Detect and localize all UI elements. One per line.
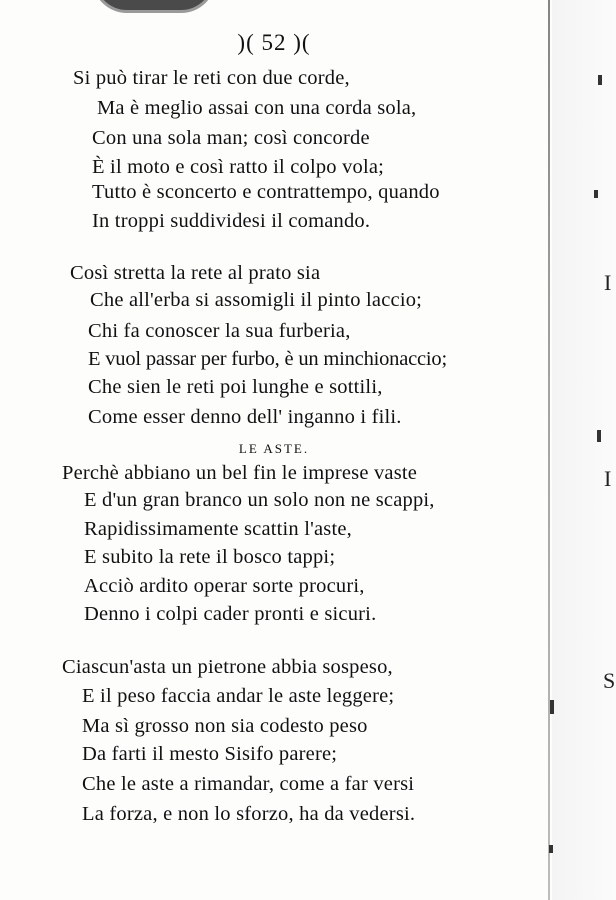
verse-line: Perchè abbiano un bel fin le imprese vaste xyxy=(62,462,418,484)
verse-line: Ma è meglio assai con una corda sola, xyxy=(97,97,417,119)
verse-line: Rapidissimamente scattin l'aste, xyxy=(84,518,352,540)
page-number-header: )( 52 )( xyxy=(237,30,311,55)
verse-line: Che all'erba si assomigli il pinto laccio; xyxy=(90,289,423,311)
verse-line: Denno i colpi cader pronti e sicuri. xyxy=(84,603,377,625)
page-top-ornament xyxy=(92,0,216,13)
verse-line: Che sien le reti poi lunghe e sottili, xyxy=(88,376,383,398)
verse-line: È il moto e così ratto il colpo vola; xyxy=(92,156,385,178)
verse-line: E il peso faccia andar le aste leggere; xyxy=(82,685,395,707)
facing-page-edge xyxy=(552,0,616,900)
margin-mark xyxy=(594,190,598,198)
verse-line: Con una sola man; così concorde xyxy=(92,127,370,149)
gutter-line xyxy=(548,0,550,900)
margin-mark xyxy=(597,430,601,442)
facing-page-letter: S xyxy=(603,668,616,693)
verse-line: Chi fa conoscer la sua furberia, xyxy=(88,320,351,342)
verse-line: Che le aste a rimandar, come a far versi xyxy=(82,773,415,795)
verse-line: In troppi suddividesi il comando. xyxy=(92,210,371,232)
facing-page-letter: I xyxy=(604,270,612,295)
verse-line: Da farti il mesto Sisifo parere; xyxy=(82,743,338,765)
verse-line: Tutto è sconcerto e contrattempo, quando xyxy=(92,181,440,203)
margin-mark xyxy=(598,75,602,85)
verse-line: Come esser denno dell' inganno i fili. xyxy=(88,406,402,428)
verse-line: E subito la rete il bosco tappi; xyxy=(84,546,336,568)
verse-line: Acciò ardito operar sorte procuri, xyxy=(84,575,365,597)
verse-line: Si può tirar le reti con due corde, xyxy=(73,67,350,89)
verse-line: Ciascun'asta un pietrone abbia sospeso, xyxy=(62,656,393,678)
verse-line: Ma sì grosso non sia codesto peso xyxy=(82,715,368,737)
margin-mark xyxy=(550,700,554,714)
facing-page-letter: I xyxy=(604,466,612,491)
margin-mark xyxy=(549,845,553,853)
verse-line: Così stretta la rete al prato sia xyxy=(70,262,321,284)
verse-line: La forza, e non lo sforzo, ha da vedersi. xyxy=(82,803,416,825)
verse-line: E vuol passar per furbo, è un minchionaccio; xyxy=(88,348,447,370)
section-title: LE ASTE. xyxy=(238,441,310,456)
verse-line: E d'un gran branco un solo non ne scappi, xyxy=(84,489,435,511)
